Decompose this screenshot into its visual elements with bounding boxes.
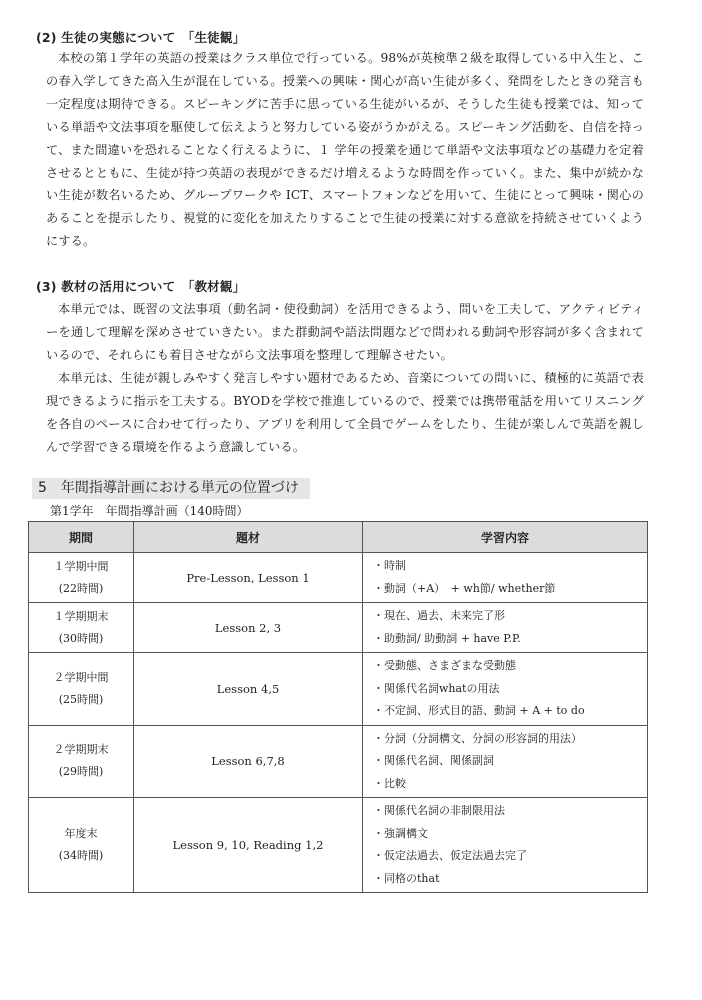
annual-plan-table xyxy=(28,521,648,893)
content-item: ・関係代名詞whatの用法 xyxy=(373,681,500,695)
table-row xyxy=(29,798,648,893)
period-hours: (22時間) xyxy=(58,581,104,595)
section-3-heading: (3) 教材の活用について 「教材観」 xyxy=(36,279,246,294)
topic-cell: Lesson 6,7,8 xyxy=(134,725,363,798)
period-cell xyxy=(29,553,134,603)
content-item: ・比較 xyxy=(373,776,406,790)
period-label: 年度末 xyxy=(64,827,98,840)
header-topic: 題材 xyxy=(134,522,363,553)
content-item: ・関係代名詞、関係副詞 xyxy=(373,754,494,767)
topic-cell: Lesson 4,5 xyxy=(134,653,363,726)
section-3-paragraph-1: 本単元では、既習の文法事項（動名詞・使役動詞）を活用できるよう、問いを工夫して、アクティビティーを通して理解を深めさせていきたい。また群動詞や語法問題などで問われる動詞や形容詞が多く含まれているので、それらにも着目させながら文法事項を整理して理解させたい。 xyxy=(46,302,644,362)
period-cell xyxy=(29,798,134,893)
content-item: ・助動詞/ 助動詞 + have P.P. xyxy=(373,631,521,645)
header-content: 学習内容 xyxy=(363,522,648,553)
period-label: １学期期末 xyxy=(53,609,109,623)
content-cell xyxy=(363,603,648,653)
content-item: ・関係代名詞の非制限用法 xyxy=(373,804,505,817)
content-item: ・動詞（+A） + wh節/ whether節 xyxy=(373,581,556,595)
content-cell xyxy=(363,553,648,603)
content-item: ・不定詞、形式目的語、動詞 + A + to do xyxy=(373,704,585,717)
topic-cell: Pre-Lesson, Lesson 1 xyxy=(134,553,363,603)
table-header-row xyxy=(29,522,648,553)
topic-cell: Lesson 2, 3 xyxy=(134,603,363,653)
content-item: ・受動態、さまざまな受動態 xyxy=(373,659,516,672)
content-cell xyxy=(363,653,648,726)
content-item: ・仮定法過去、仮定法過去完了 xyxy=(373,849,527,862)
period-cell xyxy=(29,603,134,653)
content-item: ・同格のthat xyxy=(373,871,440,885)
content-cell xyxy=(363,798,648,893)
header-period: 期間 xyxy=(29,522,134,553)
section-3-paragraph-2: 本単元は、生徒が親しみやすく発言しやすい題材であるため、音楽についての問いに、積極的に英語で表現できるように指示を工夫する。BYODを学校で推進しているので、授業では携帯電話を用いてリスニングを各自のペースに合わせて行ったり、アプリを利用して全員でゲームをしたり、生徒が楽しんで英語を親しんで学習できる環境を作るよう意識している。 xyxy=(46,371,644,454)
period-hours: (29時間) xyxy=(58,765,104,779)
table-row xyxy=(29,553,648,603)
period-label: ２学期中間 xyxy=(53,670,109,684)
period-cell xyxy=(29,725,134,798)
table-row xyxy=(29,725,648,798)
table-row xyxy=(29,653,648,726)
period-hours: (30時間) xyxy=(58,631,104,645)
content-item: ・現在、過去、未来完了形 xyxy=(373,609,505,622)
table-row xyxy=(29,603,648,653)
period-cell xyxy=(29,653,134,726)
period-label: １学期中間 xyxy=(53,559,109,573)
table-caption: 第1学年 年間指導計画（140時間） xyxy=(50,504,249,518)
period-hours: (34時間) xyxy=(58,849,104,862)
content-item: ・分詞（分詞構文、分詞の形容詞的用法） xyxy=(373,731,582,745)
section-2-paragraph: 本校の第１学年の英語の授業はクラス単位で行っている。98%が英検準２級を取得している中入生と、この春入学してきた高入生が混在している。授業への興味・関心が高い生徒が多く、発問をしたときの発言も一定程度は期待できる。スピーキングに苦手に思っている生徒がいるが、そうした生徒も授業では、知っている単語や文法事項を駆使して伝えようと努力している姿がうかがえる。スピーキング活動を、自信を持って、また間違いを恐れることなく行えるように、１ 学年の授業を通じて単語や文法事項などの基礎力を定着させるとともに、生徒が持つ英語の表現ができるだけ増えるような時間を作っていく。また、集中が続かない生徒が数名いるため、グループワークや ICT、スマートフォンなどを用いて、生徒にとって興味・関心のあることを提示したり、視覚的に変化を加えたりすることで生徒の授業に対する意欲を持続させていくようにする。 xyxy=(46,51,644,249)
section-5-heading: 5 年間指導計画における単元の位置づけ xyxy=(32,478,310,499)
period-label: ２学期期末 xyxy=(53,743,109,757)
content-item: ・強調構文 xyxy=(373,826,428,840)
period-hours: (25時間) xyxy=(58,692,104,706)
section-2-heading: (2) 生徒の実態について 「生徒観」 xyxy=(36,30,246,45)
topic-cell: Lesson 9, 10, Reading 1,2 xyxy=(134,798,363,893)
content-cell xyxy=(363,725,648,798)
content-item: ・時制 xyxy=(373,559,406,572)
